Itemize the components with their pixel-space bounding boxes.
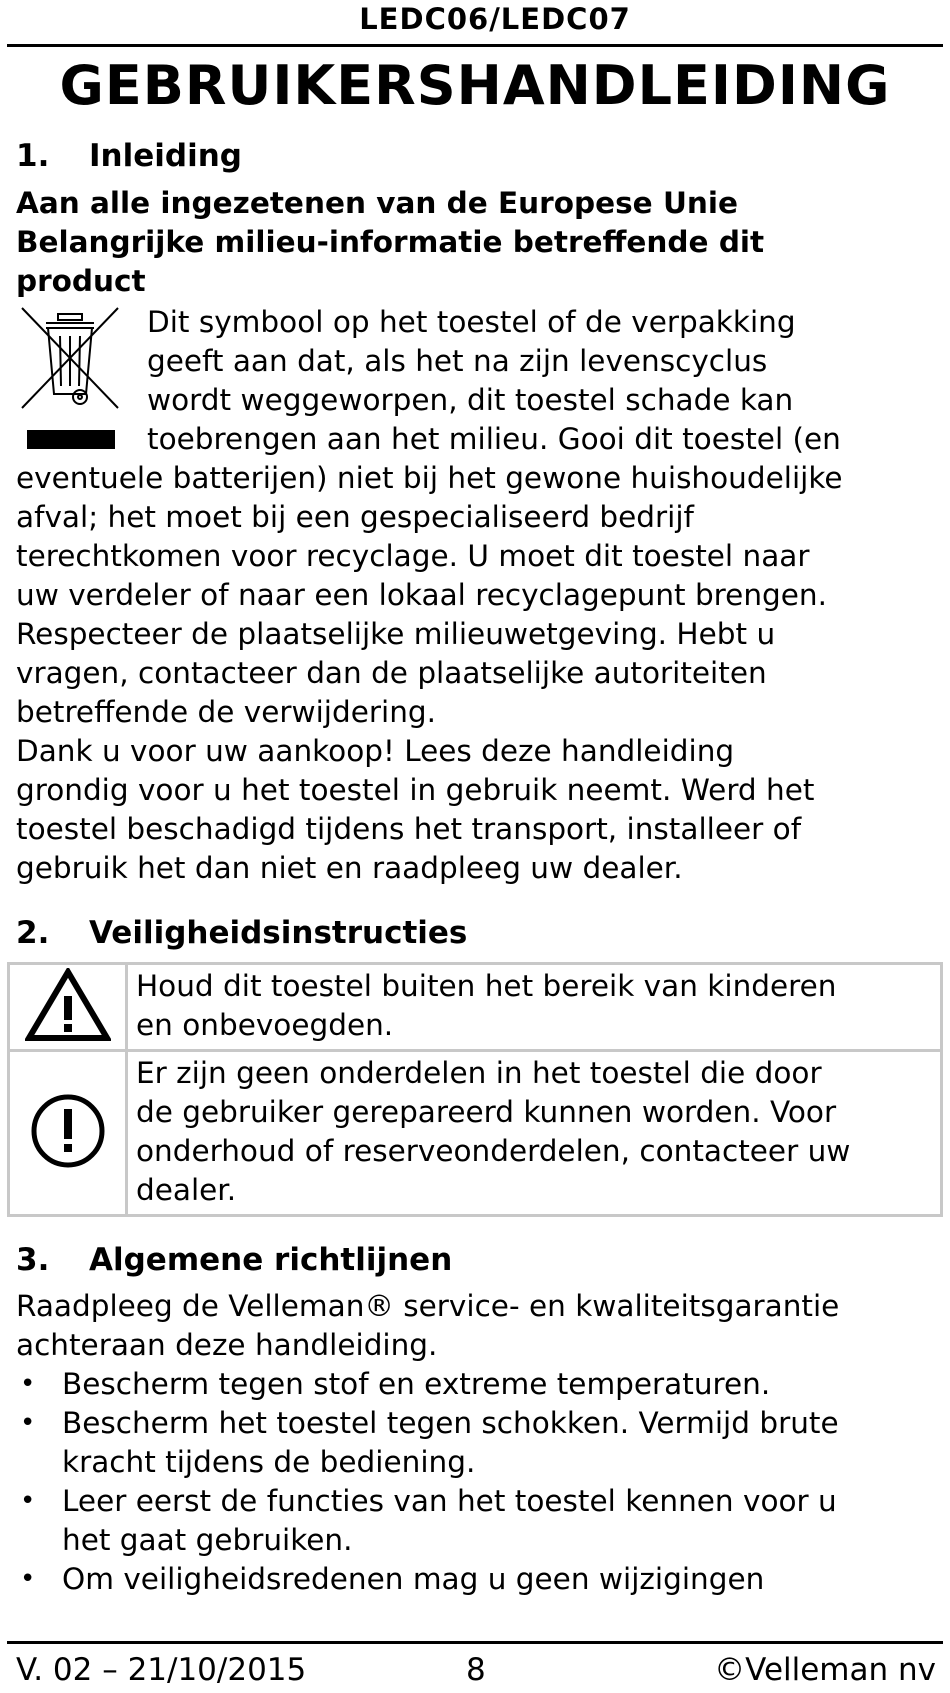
subheading-env-2: product <box>16 264 146 298</box>
list-item-line: het gaat gebruiken. <box>62 1523 353 1557</box>
list-item <box>16 1482 930 1560</box>
section-1-body <box>16 303 930 888</box>
section-1-number: 1. <box>16 138 50 174</box>
page-number: 8 <box>466 1652 486 1688</box>
model-header: LEDC06/LEDC07 <box>359 2 631 36</box>
safety-row <box>9 964 942 1051</box>
section-3-body <box>16 1287 930 1599</box>
safety-line: onderhoud of reserveonderdelen, contacteer uw <box>136 1134 851 1168</box>
body-line: wordt weggeworpen, dit toestel schade kan <box>147 383 794 417</box>
body-line: toestel beschadigd tijdens het transport, installeer of <box>16 812 802 846</box>
list-item <box>16 1560 930 1599</box>
list-item <box>16 1365 930 1404</box>
guidelines-list <box>16 1365 930 1599</box>
section-3-title: Algemene richtlijnen <box>89 1242 453 1278</box>
subheading-env-1: Belangrijke milieu-informatie betreffende dit <box>16 225 765 259</box>
body-line: Dank u voor uw aankoop! Lees deze handleiding <box>16 734 735 768</box>
body-line: Dit symbool op het toestel of de verpakking <box>147 305 796 339</box>
intro-line: achteraan deze handleiding. <box>16 1328 438 1362</box>
safety-text-cell <box>127 964 942 1051</box>
page-title: GEBRUIKERSHANDLEIDING <box>59 54 891 117</box>
header-rule <box>7 44 943 47</box>
exclamation-circle-icon <box>28 1091 108 1171</box>
list-item-line: • Om veiligheidsredenen mag u geen wijzigingen <box>62 1562 765 1596</box>
footer-version: V. 02 – 21/10/2015 <box>16 1652 307 1688</box>
body-line: vragen, contacteer dan de plaatselijke autoriteiten <box>16 656 767 690</box>
body-line: toebrengen aan het milieu. Gooi dit toestel (en <box>147 422 841 456</box>
section-2-title: Veiligheidsinstructies <box>89 915 468 951</box>
list-item-line: • Bescherm het toestel tegen schokken. Vermijd brute <box>62 1406 839 1440</box>
section-1-subheadings <box>16 184 930 301</box>
section-1-heading <box>16 138 242 174</box>
body-line: Respecteer de plaatselijke milieuwetgeving. Hebt u <box>16 617 776 651</box>
safety-line: de gebruiker gerepareerd kunnen worden. Voor <box>136 1095 837 1129</box>
body-line: grondig voor u het toestel in gebruik neemt. Werd het <box>16 773 815 807</box>
list-item-line: kracht tijdens de bediening. <box>62 1445 476 1479</box>
body-line: geeft aan dat, als het na zijn levenscyclus <box>147 344 768 378</box>
section-3-heading <box>16 1242 452 1278</box>
section-1-title: Inleiding <box>89 138 242 174</box>
safety-table <box>7 962 943 1217</box>
body-line: eventuele batterijen) niet bij het gewone huishoudelijke <box>16 461 843 495</box>
body-line: afval; het moet bij een gespecialiseerd bedrijf <box>16 500 694 534</box>
body-line: betreffende de verwijdering. <box>16 695 437 729</box>
subheading-eu: Aan alle ingezetenen van de Europese Unie <box>16 186 739 220</box>
body-line: terechtkomen voor recyclage. U moet dit toestel naar <box>16 539 810 573</box>
safety-line: Houd dit toestel buiten het bereik van kinderen <box>136 969 837 1003</box>
section-2-number: 2. <box>16 915 50 951</box>
safety-text-cell <box>127 1051 942 1216</box>
section-2-heading <box>16 915 467 951</box>
safety-row <box>9 1051 942 1216</box>
footer-rule <box>7 1641 943 1644</box>
safety-icon-cell <box>9 964 127 1051</box>
footer-copyright: ©Velleman nv <box>714 1652 936 1688</box>
list-item-line: • Leer eerst de functies van het toestel kennen voor u <box>62 1484 837 1518</box>
intro-line: Raadpleeg de Velleman® service- en kwaliteitsgarantie <box>16 1289 840 1323</box>
warning-triangle-icon <box>25 968 111 1042</box>
safety-icon-cell <box>9 1051 127 1216</box>
section-3-number: 3. <box>16 1242 50 1278</box>
body-line: uw verdeler of naar een lokaal recyclagepunt brengen. <box>16 578 827 612</box>
safety-line: Er zijn geen onderdelen in het toestel die door <box>136 1056 822 1090</box>
list-item-line: • Bescherm tegen stof en extreme temperaturen. <box>62 1367 771 1401</box>
list-item <box>16 1404 930 1482</box>
safety-line: dealer. <box>136 1173 237 1207</box>
safety-line: en onbevoegden. <box>136 1008 394 1042</box>
body-line: gebruik het dan niet en raadpleeg uw dealer. <box>16 851 683 885</box>
